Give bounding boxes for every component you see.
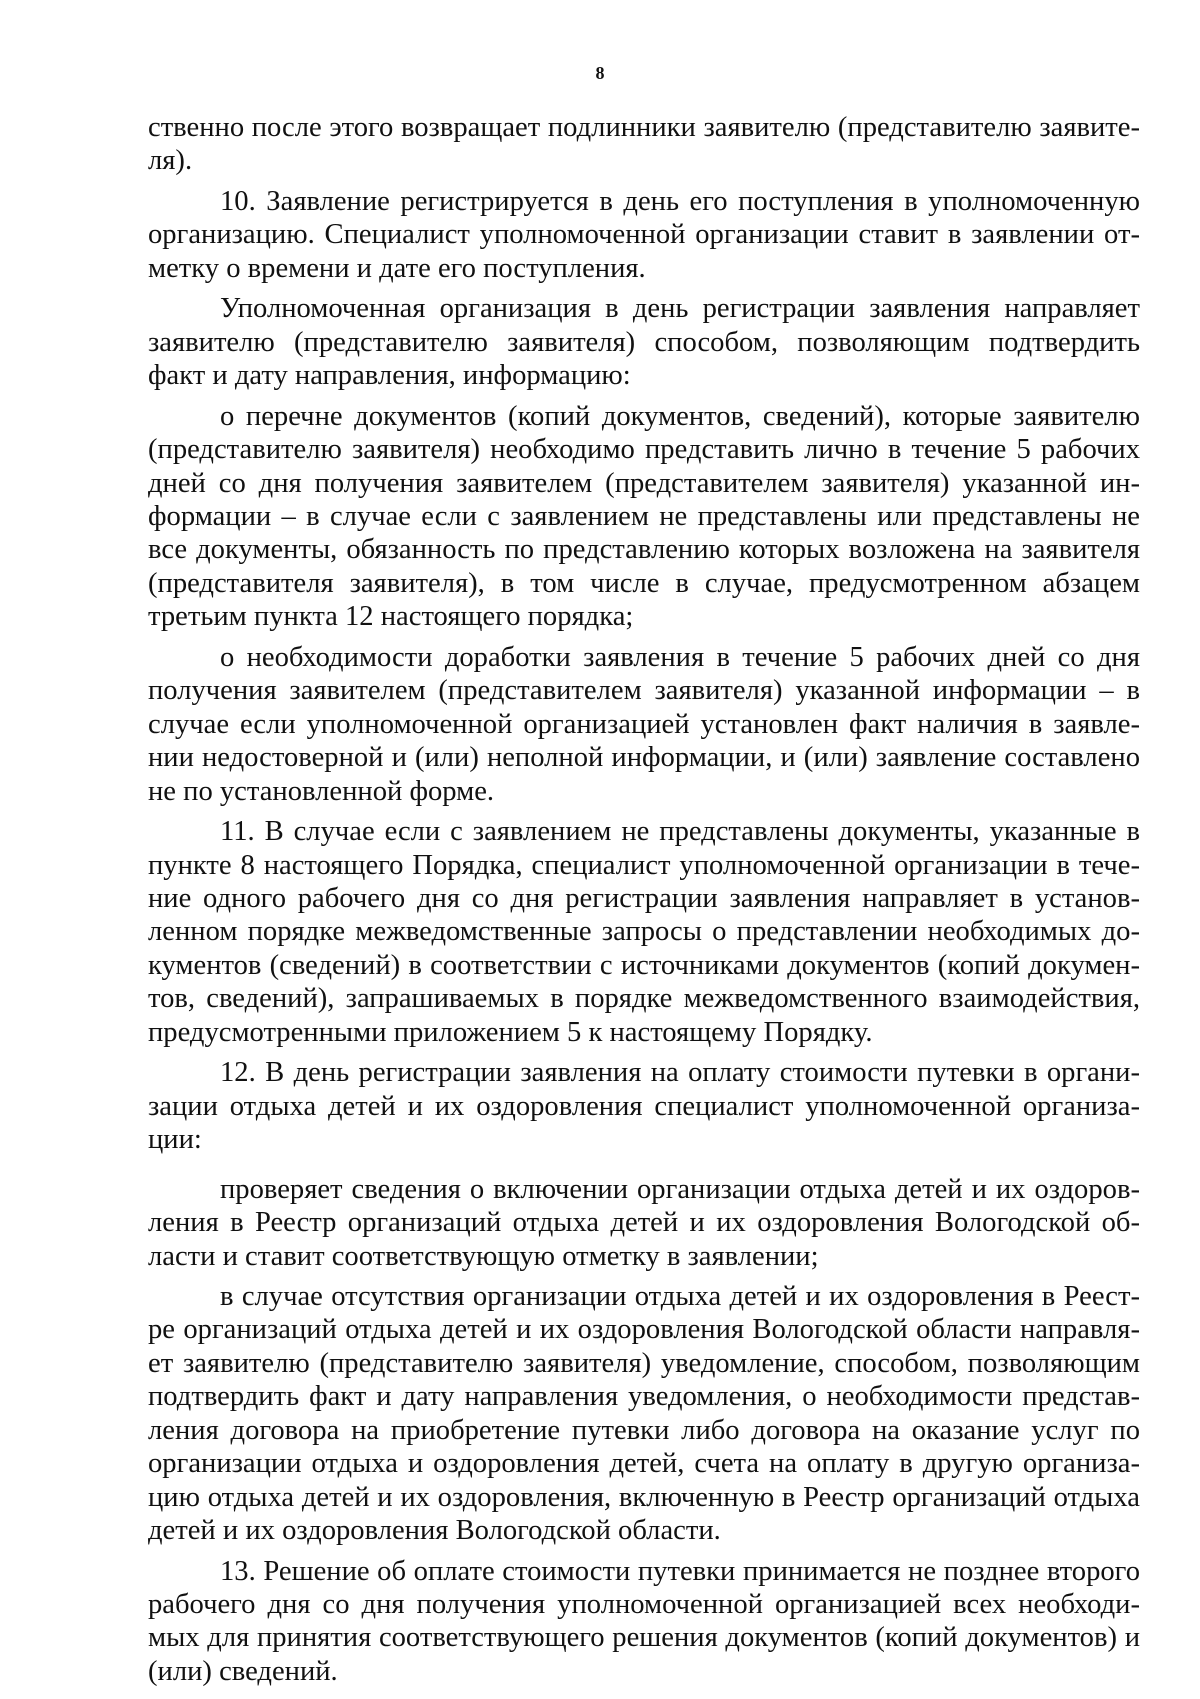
paragraph-continuation: ственно после этого возвращает подлинники заявителю (представителю заявителя). bbox=[148, 112, 1140, 177]
document-body bbox=[148, 111, 1140, 1688]
paragraph-item-11: 11. В случае если с заявлением не представлены документы, указанные в пункте 8 настоящего Порядка, специалист уполномоченной организации в течение одного рабочего дня со дня регистрации заявления направляет в установленном порядке межведомственные запросы о представлении необходимых документов (сведений) в соответствии с источниками документов (копий документов, сведений), запрашиваемых в порядке межведомственного взаимодействия, предусмотренными приложением 5 к настоящему Порядку. bbox=[148, 816, 1140, 1048]
paragraph-item-12: 12. В день регистрации заявления на оплату стоимости путевки в организации отдыха детей и их оздоровления специалист уполномоченной организации: bbox=[148, 1057, 1140, 1156]
paragraph-registry-check: проверяет сведения о включении организации отдыха детей и их оздоровления в Реестр организаций отдыха детей и их оздоровления Вологодской области и ставит соответствующую отметку в заявлении; bbox=[148, 1173, 1140, 1272]
paragraph-notification: Уполномоченная организация в день регистрации заявления направляет заявителю (представителю заявителя) способом, позволяющим подтвердить факт и дату направления, информацию: bbox=[148, 293, 1140, 392]
page-number: 8 bbox=[595, 63, 605, 83]
paragraph-document-list: о перечне документов (копий документов, сведений), которые заявителю (представителю заявителя) необходимо представить лично в течение 5 рабочих дней со дня получения заявителем (представителем заявителя) указанной информации – в случае если с заявлением не представлены или представлены не все документы, обязанность по представлению которых возложена на заявителя (представителя заявителя), в том числе в случае, предусмотренном абзацем третьим пункта 12 настоящего порядка; bbox=[148, 400, 1140, 633]
paragraph-registry-absence: в случае отсутствия организации отдыха детей и их оздоровления в Реестре организаций отдыха детей и их оздоровления Вологодской области направляет заявителю (представителю заявителя) уведомление, способом, позволяющим подтвердить факт и дату направления уведомления, о необходимости представления договора на приобретение путевки либо договора на оказание услуг по организации отдыха и оздоровления детей, счета на оплату в другую организацию отдыха детей и их оздоровления, включенную в Реестр организаций отдыха детей и их оздоровления Вологодской области. bbox=[148, 1280, 1140, 1547]
paragraph-item-13: 13. Решение об оплате стоимости путевки принимается не позднее второго рабочего дня со дня получения уполномоченной организацией всех необходимых для принятия соответствующего решения документов (копий документов) и (или) сведений. bbox=[148, 1555, 1140, 1687]
paragraph-revision: о необходимости доработки заявления в течение 5 рабочих дней со дня получения заявителем (представителем заявителя) указанной информации – в случае если уполномоченной организацией установлен факт наличия в заявлении недостоверной и (или) неполной информации, и (или) заявление составлено не по установленной форме. bbox=[148, 641, 1140, 807]
paragraph-item-10: 10. Заявление регистрируется в день его поступления в уполномоченную организацию. Специалист уполномоченной организации ставит в заявлении отметку о времени и дате его поступления. bbox=[148, 185, 1140, 284]
